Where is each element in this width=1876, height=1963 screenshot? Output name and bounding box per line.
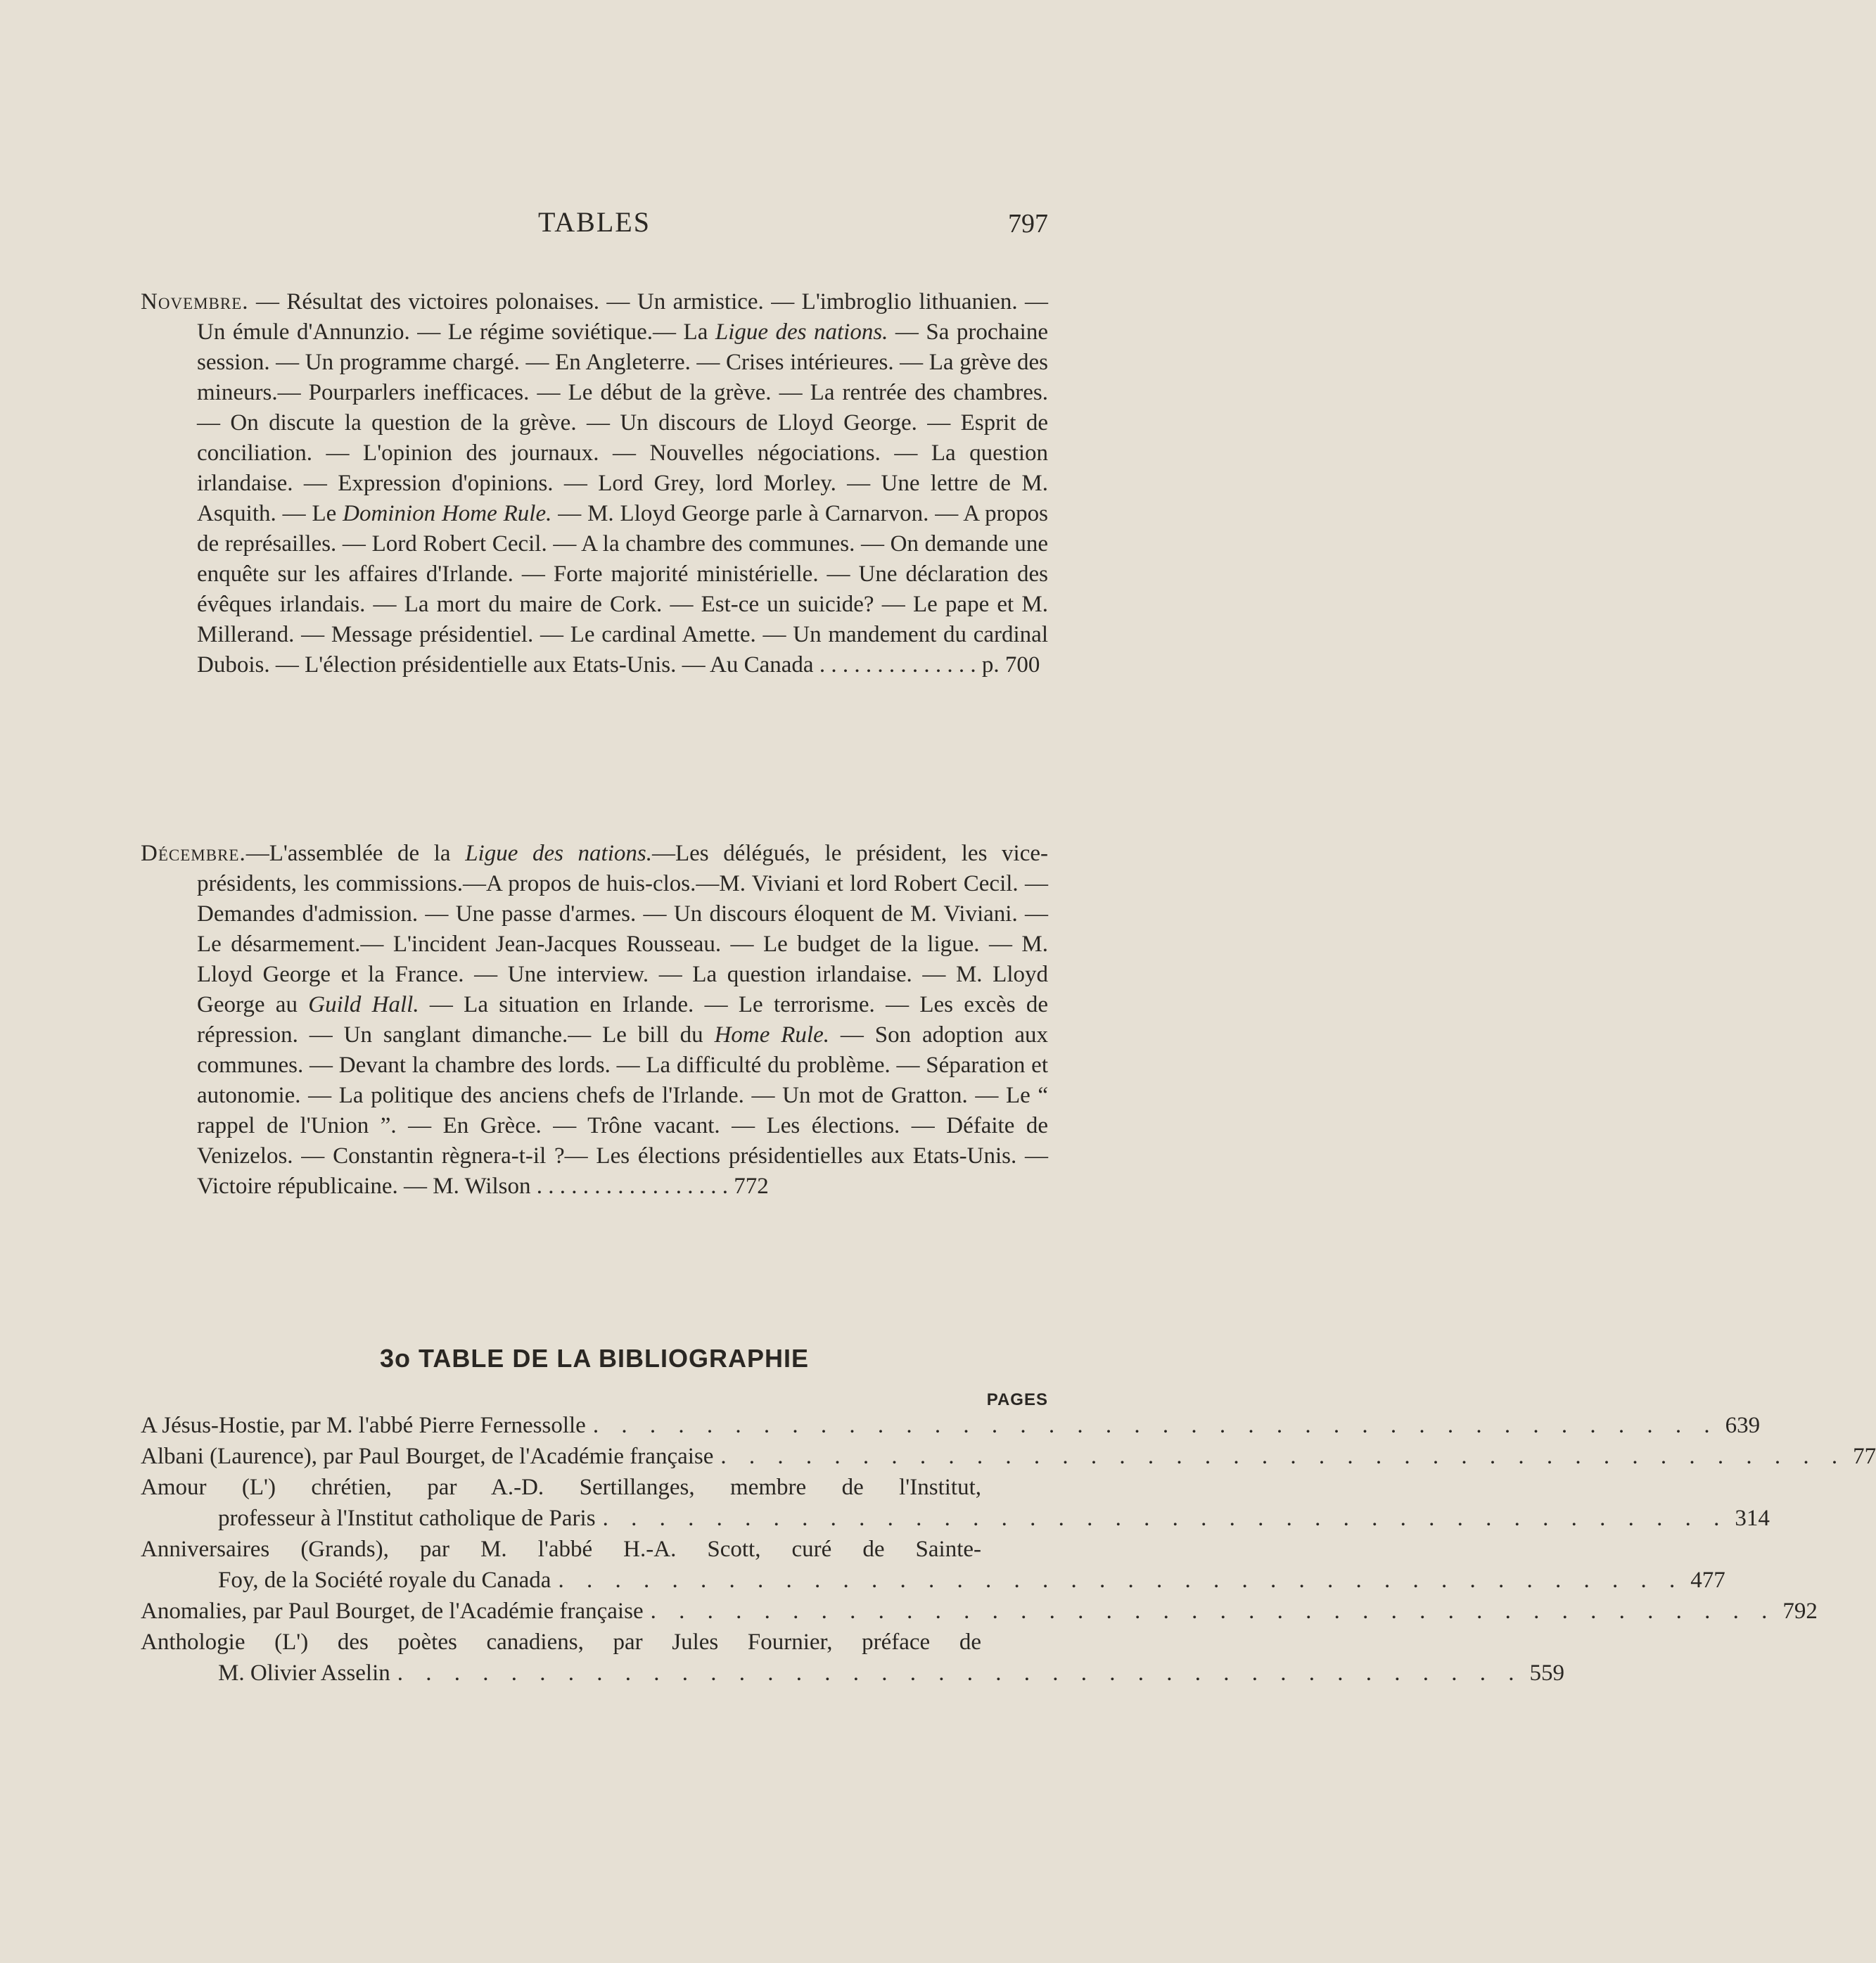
entry-title-line: Amour (L') chrétien, par A.-D. Sertillanges, membre de l'Institut, xyxy=(141,1475,981,1500)
bibliography-title: 3o TABLE DE LA BIBLIOGRAPHIE xyxy=(379,1344,809,1373)
italic-title: Ligue des nations. xyxy=(465,841,652,866)
entry-text: M. Olivier Asselin xyxy=(218,1660,390,1686)
italic-title: Guild Hall. xyxy=(308,992,419,1017)
page-ref: 77 xyxy=(1853,1444,1876,1469)
page-ref: 639 xyxy=(1725,1413,1761,1438)
dot-leader: . . . . . . . . . . . . . . . . . . . . . . . . . . . . . . . . . . . . . . . . xyxy=(397,1660,1523,1686)
page-ref: p. 700 xyxy=(981,652,1040,678)
italic-title: Ligue des nations. xyxy=(715,319,888,345)
entry-text: professeur à l'Institut catholique de Paris xyxy=(218,1506,596,1531)
entry-text: — Sa prochaine session. — Un programme chargé. — En Angleterre. — Crises intérieures. — La grève des mineurs.— Pourparlers inefficaces. — Le début de la grève. — La rentrée des chambres. — On discute la question de la grève. — Un discours de Lloyd George. — Esprit de conciliation. — L'opinion des journaux. — Nouvelles négociations. — La question irlandaise. — Expression d'opinions. — Lord Grey, lord Morley. — Une lettre de M. Asquith. — Le xyxy=(197,319,1048,526)
bibliography-entry xyxy=(141,1596,1818,1627)
bibliography-list xyxy=(141,1410,1876,1689)
entry-text: —Les délégués, le président, les vice-présidents, les commissions.—A propos de huis-clos.—M. Viviani et lord Robert Cecil. — Demandes d'admission. — Une passe d'armes. — Un discours éloquent de M. Viviani. — Le désarmement.— L'incident Jean-Jacques Rousseau. — Le budget de la ligue. — M. Lloyd George et la France. — Une interview. — La question irlandaise. — M. Lloyd George au xyxy=(197,841,1048,1017)
pages-column-header: PAGES xyxy=(986,1390,1048,1409)
bibliography-entry xyxy=(141,1627,1564,1689)
page-ref: 772 xyxy=(734,1174,769,1199)
entry-leader-line xyxy=(141,1658,1564,1689)
entry-leader-line xyxy=(141,1410,1761,1441)
page-ref: 559 xyxy=(1529,1660,1564,1686)
novembre-entry xyxy=(141,287,1048,680)
entry-leader-line xyxy=(141,1596,1818,1627)
entry-leader-line xyxy=(141,1503,1770,1534)
entry-text: — M. Lloyd George parle à Carnarvon. — A propos de représailles. — Lord Robert Cecil. — A la chambre des communes. — On demande une enquête sur les affaires d'Irlande. — Forte majorité ministérielle. — Une déclaration des évêques irlandais. — La mort du maire de Cork. — Est-ce un suicide? — Le pape et M. Millerand. — Message présidentiel. — Le cardinal Amette. — Un mandement du cardinal Dubois. — L'élection présidentielle aux Etats-Unis. — Au Canada xyxy=(197,501,1048,678)
bibliography-entry xyxy=(141,1472,1770,1534)
bibliography-entry xyxy=(141,1441,1876,1472)
month-label: Novembre. xyxy=(141,289,249,315)
page-header xyxy=(141,205,1048,248)
entry-text: — Son adoption aux communes. — Devant la chambre des lords. — La difficulté du problème. — Séparation et autonomie. — La politique des anciens chefs de l'Irlande. — Un mot de Gratton. — Le “ rappel de l'Union ”. — En Grèce. — Trône vacant. — Les élections. — Défaite de Venizelos. — Constantin règnera-t-il ?— Les élections présidentielles aux Etats-Unis. — Victoire républicaine. — M. Wilson xyxy=(197,1022,1048,1199)
dot-leader: . . . . . . . . . . . . . . . . . . . . . . . . . . . . . . . . . . . . . . . . xyxy=(650,1599,1776,1624)
decembre-entry xyxy=(141,839,1048,1202)
entry-title-line: Anniversaires (Grands), par M. l'abbé H.-A. Scott, curé de Sainte- xyxy=(141,1537,981,1562)
bibliography-entry xyxy=(141,1410,1761,1441)
dot-leader: . . . . . . . . . . . . . . . . . xyxy=(530,1174,734,1199)
dot-leader: . . . . . . . . . . . . . . xyxy=(813,652,982,678)
page-ref: 792 xyxy=(1782,1599,1818,1624)
decembre-paragraph xyxy=(141,839,1048,1202)
running-title: TABLES xyxy=(538,206,651,238)
entry-text: Anomalies, par Paul Bourget, de l'Académie française xyxy=(141,1599,644,1624)
italic-title: Dominion Home Rule. xyxy=(343,501,552,526)
entry-text: A Jésus-Hostie, par M. l'abbé Pierre Fernessolle xyxy=(141,1413,586,1438)
entry-leader-line xyxy=(141,1441,1876,1472)
month-label: Décembre. xyxy=(141,841,246,866)
entry-title-line: Anthologie (L') des poètes canadiens, par Jules Fournier, préface de xyxy=(141,1630,981,1655)
novembre-paragraph xyxy=(141,287,1048,680)
bibliography-entry xyxy=(141,1534,1725,1596)
entry-text: — Résultat des victoires polonaises. — Un armistice. — L'imbroglio lithuanien. — Un émule d'Annunzio. — Le régime soviétique.— La xyxy=(197,289,1048,345)
dot-leader: . . . . . . . . . . . . . . . . . . . . . . . . . . . . . . . . . . . . . . . . xyxy=(558,1568,1684,1593)
dot-leader: . . . . . . . . . . . . . . . . . . . . . . . . . . . . . . . . . . . . . . . . xyxy=(602,1506,1728,1531)
entry-text: Albani (Laurence), par Paul Bourget, de l'Académie française xyxy=(141,1444,714,1469)
entry-text: Foy, de la Société royale du Canada xyxy=(218,1568,551,1593)
page-ref: 314 xyxy=(1735,1506,1770,1531)
dot-leader: . . . . . . . . . . . . . . . . . . . . . . . . . . . . . . . . . . . . . . . . xyxy=(592,1413,1718,1438)
dot-leader: . . . . . . . . . . . . . . . . . . . . . . . . . . . . . . . . . . . . . . . . xyxy=(720,1444,1846,1469)
entry-text: — La situation en Irlande. — Le terrorisme. — Les excès de répression. — Un sanglant dimanche.— Le bill du xyxy=(197,992,1049,1048)
entry-text: —L'assemblée de la xyxy=(245,841,466,866)
italic-title: Home Rule. xyxy=(714,1022,829,1048)
page-number: 797 xyxy=(1008,209,1048,239)
entry-leader-line xyxy=(141,1565,1725,1596)
page-ref: 477 xyxy=(1690,1568,1725,1593)
